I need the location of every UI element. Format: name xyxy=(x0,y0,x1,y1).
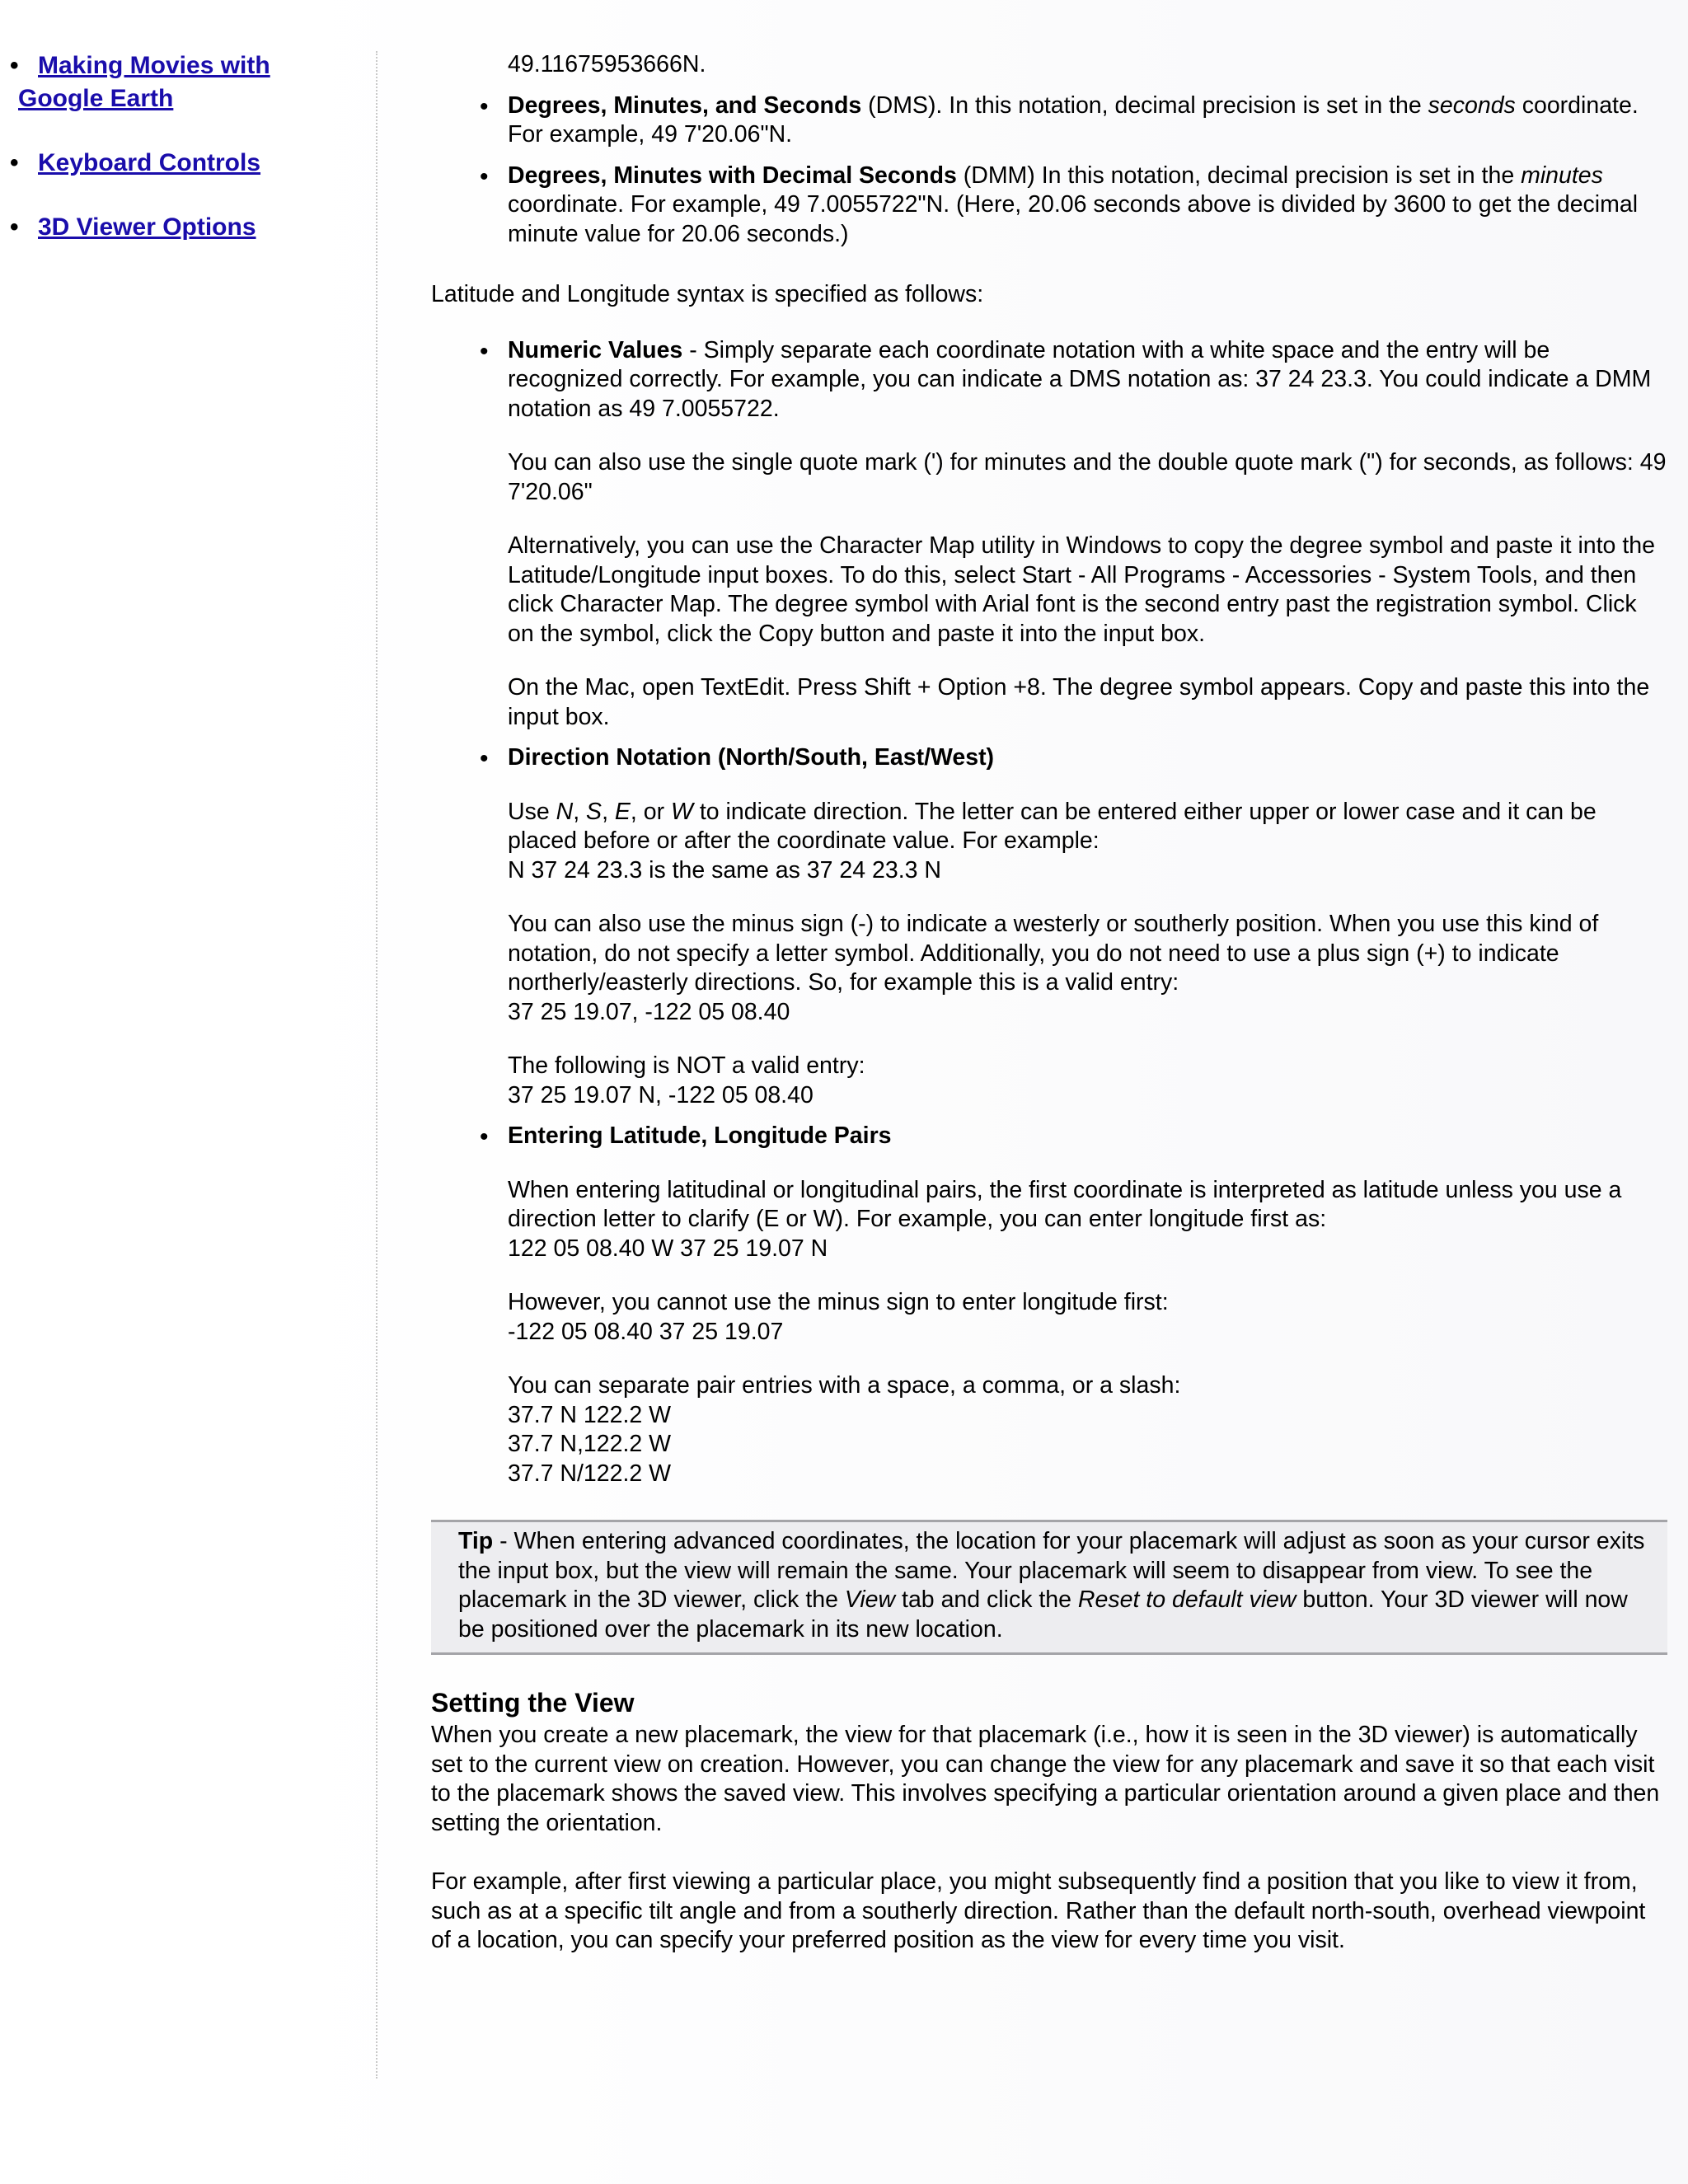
reset-view-reference: Reset to default view xyxy=(1077,1586,1296,1613)
valid-entry-example: 37 25 19.07, -122 05 08.40 xyxy=(508,998,790,1025)
direction-notation-term: Direction Notation (North/South, East/West) xyxy=(508,744,995,771)
link-text-line1: Making Movies with xyxy=(38,52,270,79)
making-movies-link[interactable] xyxy=(18,52,270,112)
numeric-values-term: Numeric Values xyxy=(508,336,683,363)
direction-example: N 37 24 23.3 is the same as 37 24 23.3 N xyxy=(508,856,941,883)
pairs-item xyxy=(508,1122,1667,1151)
invalid-entry-example: 37 25 19.07 N, -122 05 08.40 xyxy=(508,1081,814,1108)
top-fragment: 49.11675953666N. xyxy=(508,51,706,77)
minus-longitude-example: -122 05 08.40 37 25 19.07 xyxy=(508,1318,784,1345)
sidebar-divider xyxy=(376,51,377,2079)
dms-italic: seconds xyxy=(1428,91,1516,119)
tip-text-3: button. Your 3D viewer will now be positioned over the placemark in its new location. xyxy=(458,1586,1628,1643)
minus-longitude-paragraph xyxy=(508,1288,1667,1347)
character-map-paragraph: Alternatively, you can use the Character Map utility in Windows to copy the degree symbol and paste it into the Latitude/Longitude input boxes. To do this, select Start - All Programs - Accessories - System Tools, and then click Character Map. The degree symbol with Arial font is the second entry past the registration symbol. Click on the symbol, click the Copy button and paste it into the input box. xyxy=(508,532,1655,647)
dmm-text-2: coordinate. For example, 49 7.0055722"N. (Here, 20.06 seconds above is divided by 3600 to get the decimal minute value for 20.06 seconds.) xyxy=(508,191,1639,247)
sidebar-nav xyxy=(0,49,363,275)
bullet-icon: • xyxy=(10,149,19,176)
bullet-icon: • xyxy=(10,52,19,79)
letter-e: E xyxy=(614,798,631,825)
invalid-entry-paragraph xyxy=(508,1052,1667,1110)
dmm-item xyxy=(508,162,1667,250)
setting-view-paragraph-2: For example, after first viewing a particular place, you might subsequently find a position that you like to view it from, such as at a specific tilt angle and from a southerly direction. Rather than the default north-south, overhead viewpoint of a location, you can specify your preferred position as the view for every time you visit. xyxy=(431,1868,1646,1953)
dms-text: (DMS). In this notation, decimal precision is set in the xyxy=(861,91,1428,119)
mac-paragraph: On the Mac, open TextEdit. Press Shift + Option +8. The degree symbol appears. Copy and paste this into the input box. xyxy=(508,674,1650,730)
bullet-icon: • xyxy=(10,213,19,241)
separator-example-comma: 37.7 N,122.2 W xyxy=(508,1431,672,1457)
pairs-term: Entering Latitude, Longitude Pairs xyxy=(508,1122,892,1149)
tip-box xyxy=(431,1520,1667,1655)
longitude-first-example: 122 05 08.40 W 37 25 19.07 N xyxy=(508,1235,828,1262)
sidebar-item-3d-viewer-options xyxy=(10,211,363,244)
tip-label: Tip xyxy=(458,1528,494,1554)
direction-text-rest: to indicate direction. The letter can be entered either upper or lower case and it can be placed before or after the coordinate value. For example: xyxy=(508,798,1597,854)
dmm-term: Degrees, Minutes with Decimal Seconds xyxy=(508,162,957,189)
invalid-entry-text: The following is NOT a valid entry: xyxy=(508,1052,865,1079)
3d-viewer-options-link[interactable]: 3D Viewer Options xyxy=(38,213,256,241)
separator: , or xyxy=(630,798,672,825)
view-tab-reference: View xyxy=(844,1586,896,1613)
separator-text: You can separate pair entries with a space, a comma, or a slash: xyxy=(508,1372,1181,1399)
letter-n: N xyxy=(556,798,574,825)
syntax-intro: Latitude and Longitude syntax is specified as follows: xyxy=(431,281,984,307)
link-text-line2: Google Earth xyxy=(18,85,174,112)
separator-example-space: 37.7 N 122.2 W xyxy=(508,1401,672,1428)
dms-text-2: coordinate. For example, 49 7'20.06"N. xyxy=(508,91,1639,148)
separator-example-slash: 37.7 N/122.2 W xyxy=(508,1460,672,1487)
direction-notation-item xyxy=(508,743,1667,773)
letter-s: S xyxy=(586,798,603,825)
numeric-values-quote-paragraph: You can also use the single quote mark (') for minutes and the double quote mark (") for seconds, as follows: 49 7'20.06" xyxy=(508,449,1667,505)
sidebar-item-making-movies xyxy=(10,49,363,115)
separator-paragraph xyxy=(508,1371,1667,1488)
pairs-paragraph xyxy=(508,1176,1667,1264)
dmm-italic: minutes xyxy=(1521,162,1603,189)
numeric-values-item xyxy=(508,336,1667,424)
letter-w: W xyxy=(671,798,693,825)
minus-sign-text: You can also use the minus sign (-) to indicate a westerly or southerly position. When you use this kind of notation, do not specify a letter symbol. Additionally, you do not need to use a plus sign (+) to indicate northerly/easterly directions. So, for example this is a valid entry: xyxy=(508,911,1599,996)
keyboard-controls-link[interactable]: Keyboard Controls xyxy=(38,149,261,176)
dms-term: Degrees, Minutes, and Seconds xyxy=(508,91,862,119)
direction-text: Use xyxy=(508,798,556,825)
minus-sign-paragraph xyxy=(508,910,1667,1027)
separator: , xyxy=(602,798,615,825)
numeric-values-text: - Simply separate each coordinate notation with a white space and the entry will be recognized correctly. For example, you can indicate a DMS notation as: 37 24 23.3. You could indicate a DMM notation as 49 7.0055722. xyxy=(508,336,1652,422)
tip-text-2: tab and click the xyxy=(895,1586,1078,1613)
pairs-text: When entering latitudinal or longitudinal pairs, the first coordinate is interpreted as latitude unless you use a direction letter to clarify (E or W). For example, you can enter longitude first as: xyxy=(508,1176,1622,1232)
main-content xyxy=(431,0,1667,1956)
tip-text-1: - When entering advanced coordinates, the location for your placemark will adjust as soon as your cursor exits the input box, but the view will remain the same. Your placemark will seem to disappear from view. To see the placemark in the 3D viewer, click the xyxy=(458,1528,1645,1613)
setting-the-view-heading: Setting the View xyxy=(431,1688,635,1718)
sidebar-item-keyboard-controls xyxy=(10,147,363,180)
minus-longitude-text: However, you cannot use the minus sign to enter longitude first: xyxy=(508,1289,1169,1315)
direction-paragraph xyxy=(508,798,1667,886)
setting-view-paragraph-1: When you create a new placemark, the view for that placemark (i.e., how it is seen in the 3D viewer) is automatically set to the current view on creation. However, you can change the view for any placemark and save it so that each visit to the placemark shows the saved view. This involves specifying a particular orientation around a given place and then setting the orientation. xyxy=(431,1722,1660,1836)
separator: , xyxy=(573,798,587,825)
sidebar-link-list xyxy=(0,49,363,244)
dmm-text: (DMM) In this notation, decimal precision is set in the xyxy=(956,162,1522,189)
dms-item xyxy=(508,91,1667,150)
tip-text xyxy=(458,1527,1648,1644)
